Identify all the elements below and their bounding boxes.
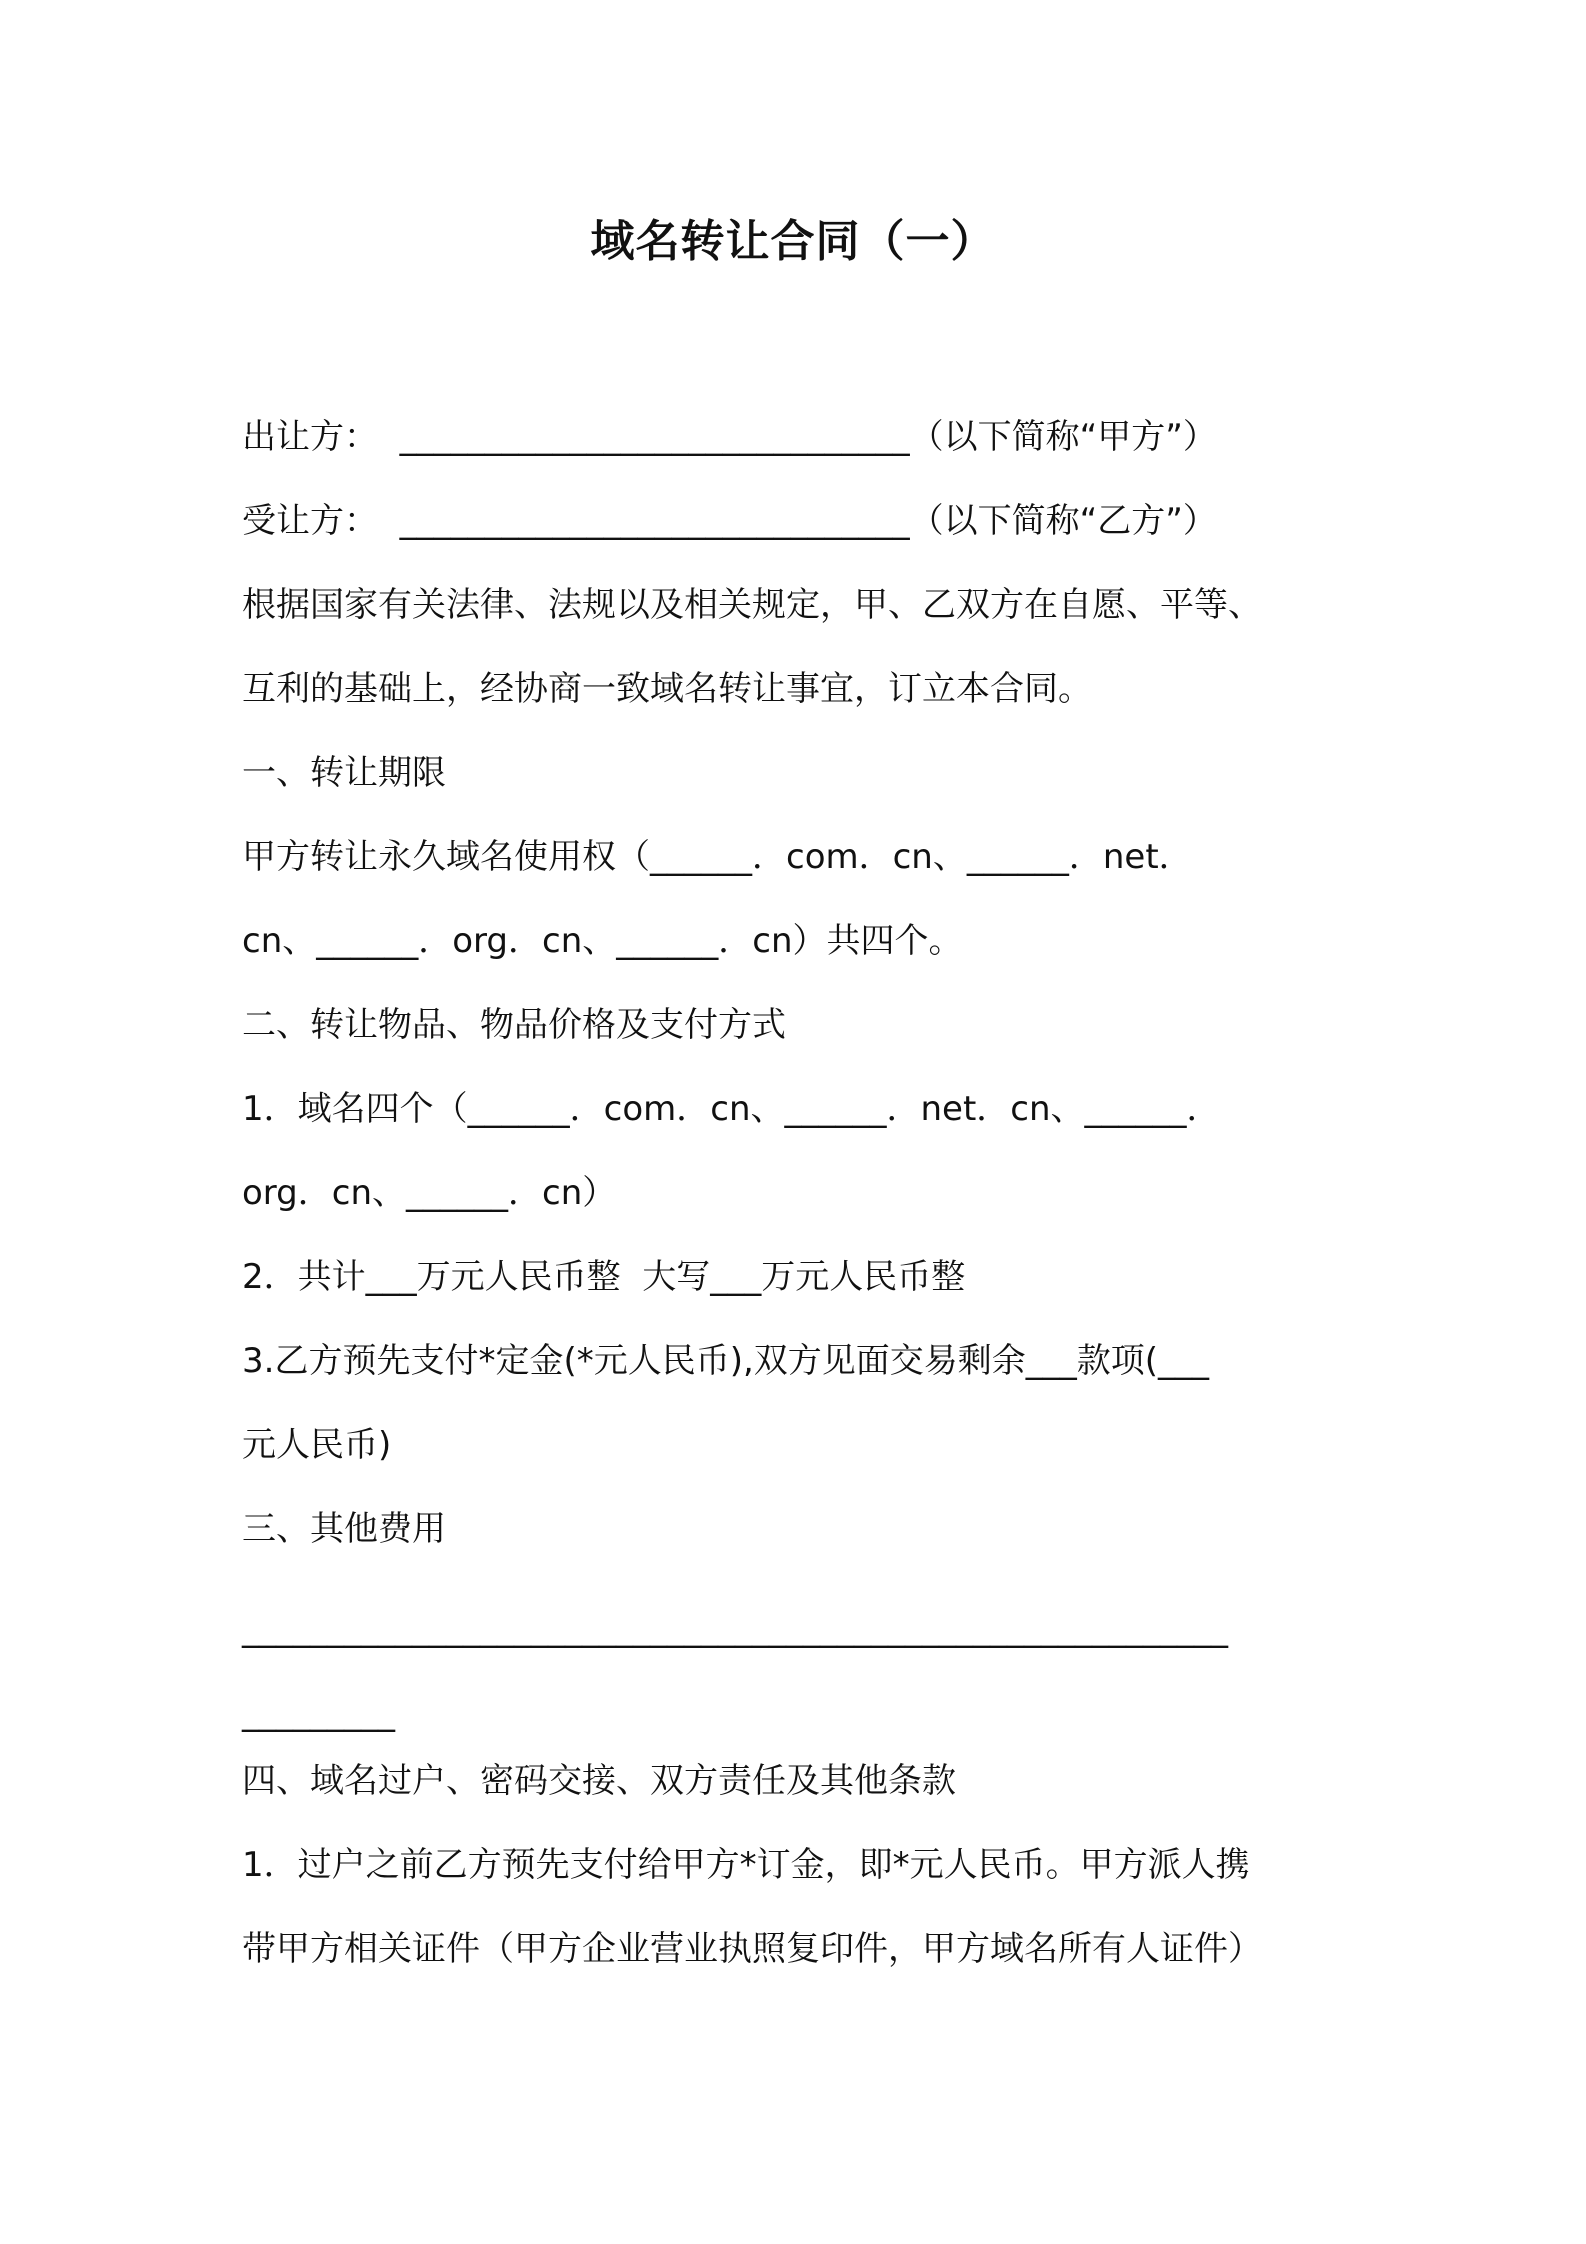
section-2-item-2: 2．共计___万元人民币整 大写___万元人民币整 <box>242 1257 966 1297</box>
preamble-line-2: 互利的基础上，经协商一致域名转让事宜，订立本合同。 <box>242 669 1092 709</box>
section-1-text-1: 甲方转让永久域名使用权（______．com．cn、______．net． <box>242 837 1193 877</box>
section-4-item-1-line-1: 1．过户之前乙方预先支付给甲方*订金，即*元人民币。甲方派人携 <box>242 1845 1250 1885</box>
section-4-heading: 四、域名过户、密码交接、双方责任及其他条款 <box>242 1761 956 1801</box>
section-1-heading: 一、转让期限 <box>242 753 446 793</box>
section-2-item-3-line-2: 元人民币) <box>242 1425 392 1465</box>
section-1-text-2: cn、______．org．cn、______．cn）共四个。 <box>242 921 963 961</box>
transferee-line: 受让方： ______________________________（以下简称“乙方”） <box>242 501 1217 541</box>
section-2-item-3-line-1: 3.乙方预先支付*定金(*元人民币),双方见面交易剩余___款项(___ <box>242 1341 1210 1381</box>
section-2-item-1-line-1: 1．域名四个（______．com．cn、______．net．cn、______． <box>242 1089 1221 1129</box>
section-2-heading: 二、转让物品、物品价格及支付方式 <box>242 1005 786 1045</box>
section-2-item-1-line-2: org．cn、______．cn） <box>242 1173 617 1213</box>
section-4-item-1-line-2: 带甲方相关证件（甲方企业营业执照复印件，甲方域名所有人证件） <box>242 1929 1262 1969</box>
section-3-blank-line-1: __________________________________________________________ <box>242 1609 1228 1649</box>
preamble-line-1: 根据国家有关法律、法规以及相关规定，甲、乙双方在自愿、平等、 <box>242 585 1262 625</box>
section-3-heading: 三、其他费用 <box>242 1509 446 1549</box>
document-title: 域名转让合同（一） <box>590 216 996 267</box>
transferor-line: 出让方： ______________________________（以下简称“甲方”） <box>242 417 1217 457</box>
section-3-blank-line-2: _________ <box>242 1693 395 1733</box>
